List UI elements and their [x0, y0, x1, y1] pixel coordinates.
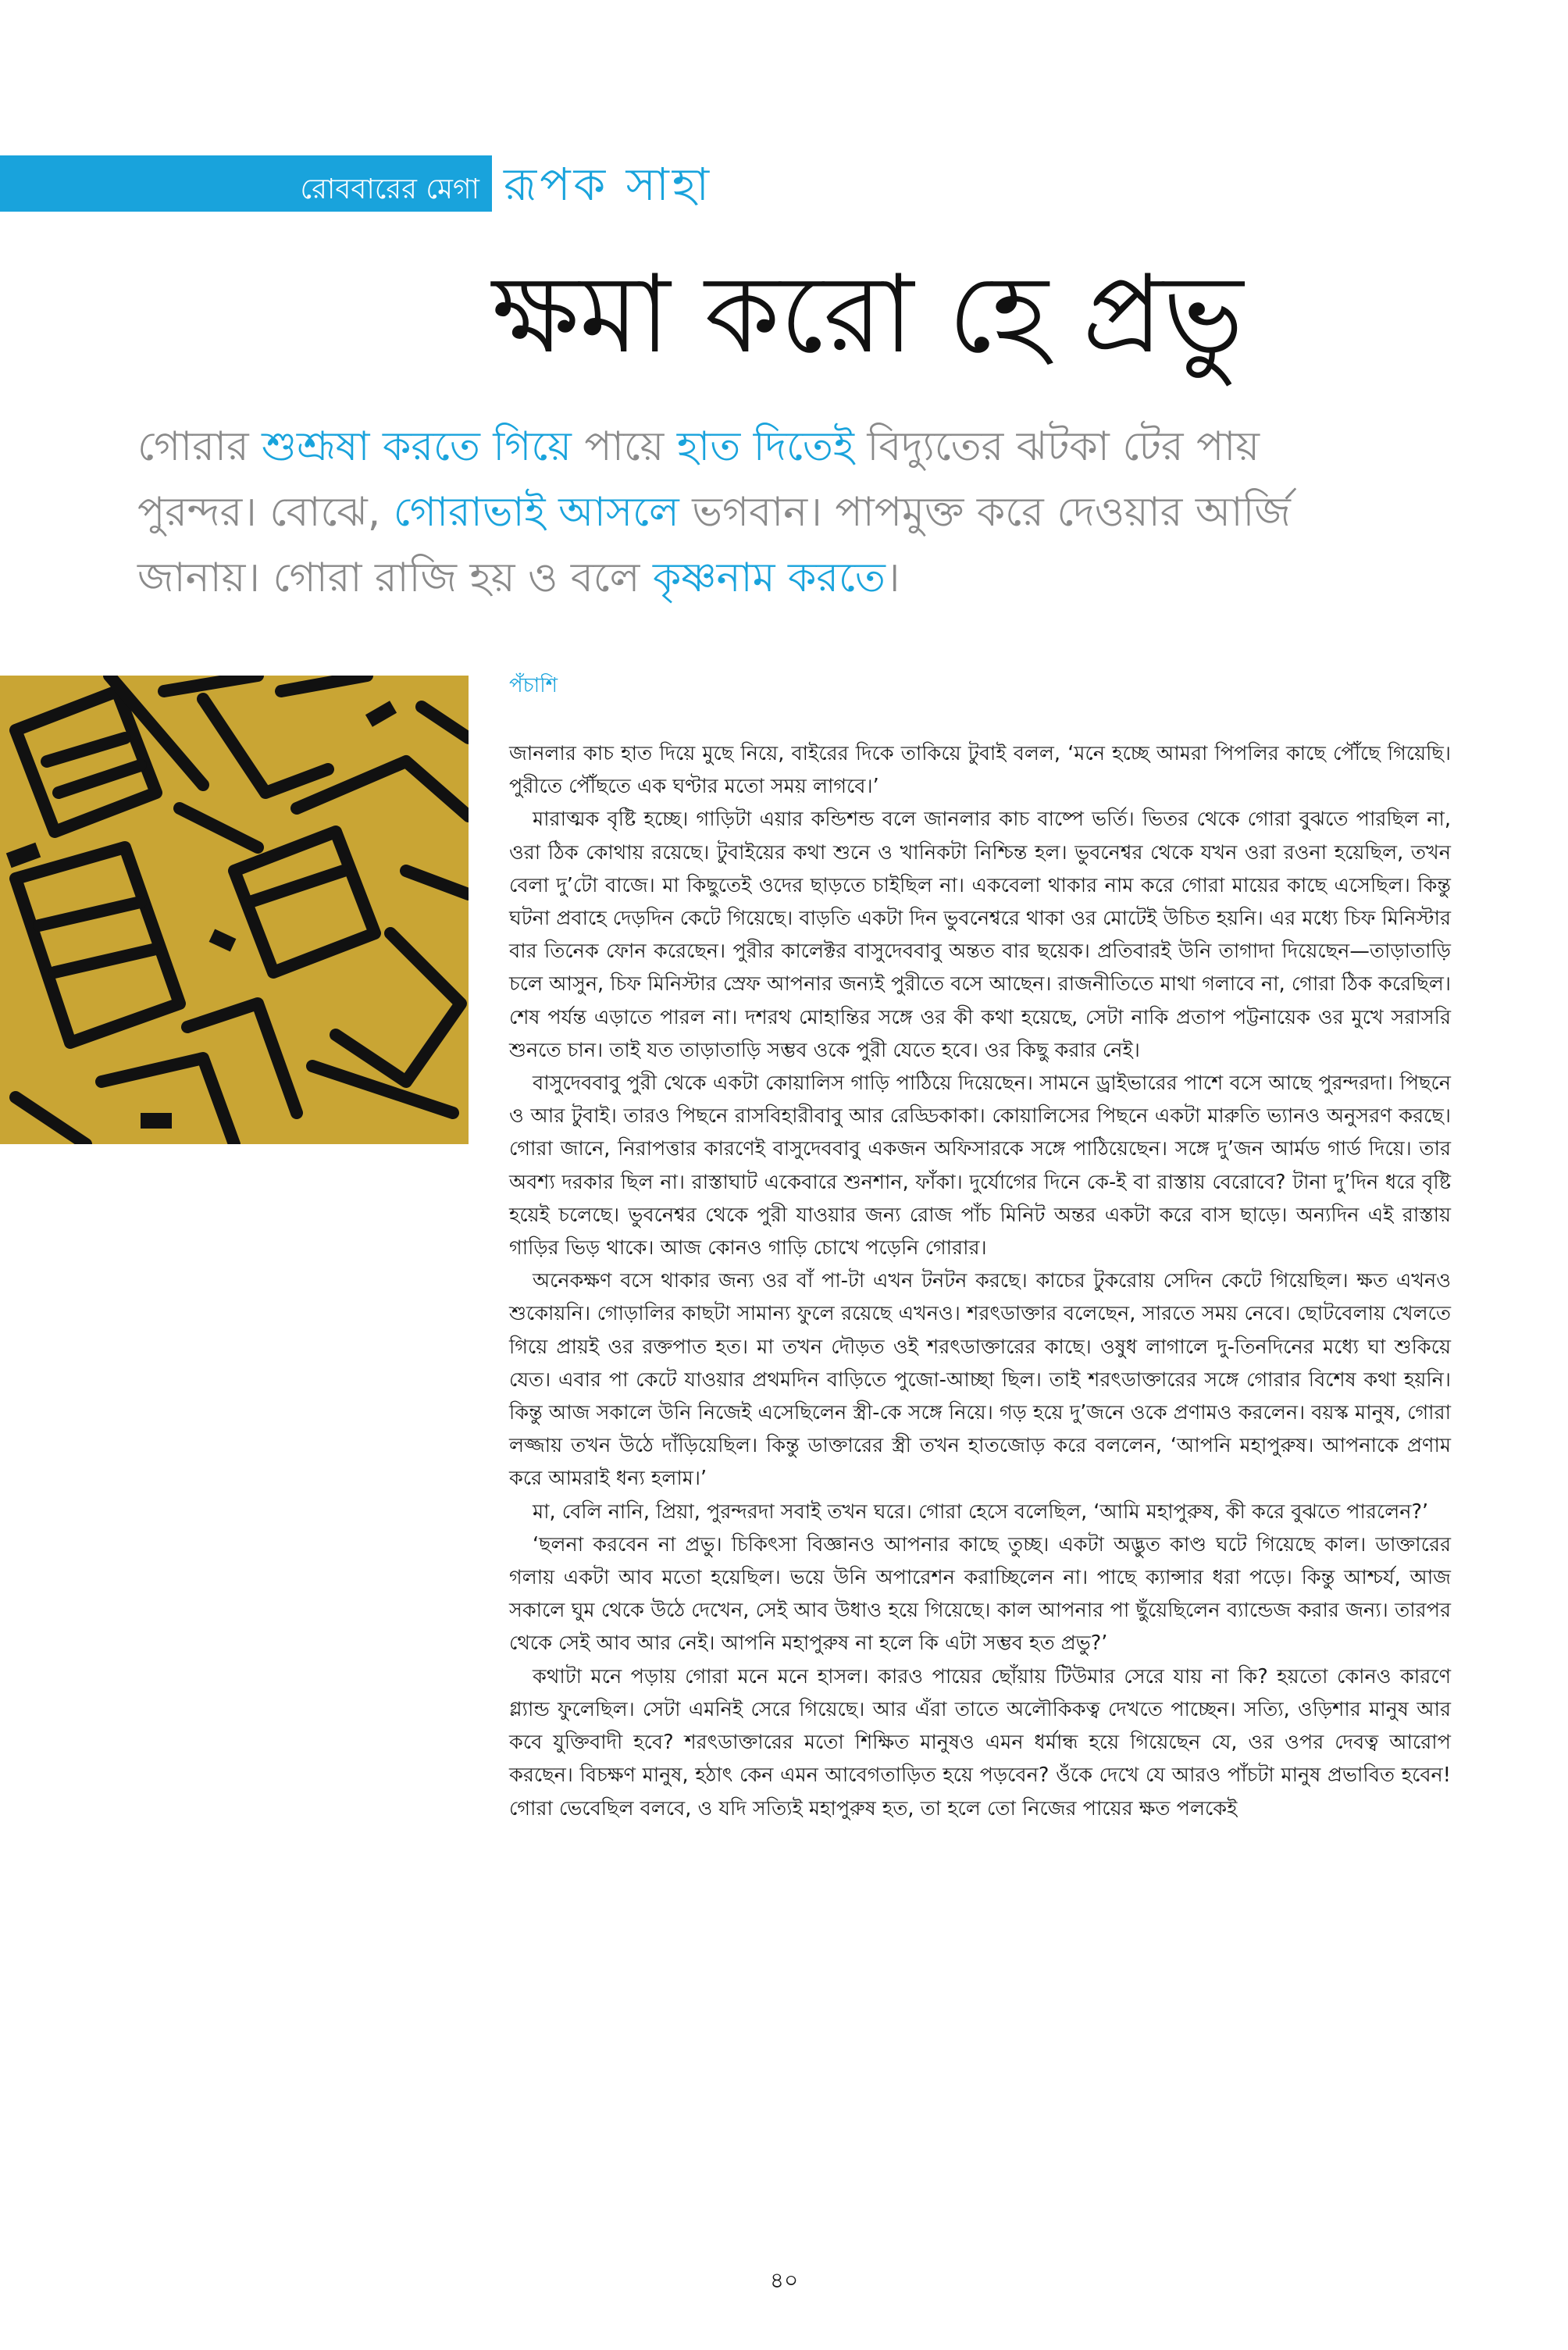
article-body — [509, 737, 1451, 1825]
body-paragraph: কথাটা মনে পড়ায় গোরা মনে মনে হাসল। কারও পায়ের ছোঁয়ায় টিউমার সেরে যায় না কি? হয়তো কোনও কারণে গ্ল্যান্ড ফুলেছিল। সেটা এমনিই সেরে গিয়েছে। আর এঁরা তাতে অলৌকিকত্ব দেখতে পাচ্ছেন। সত্যি, ওড়িশার মানুষ আর কবে যুক্তিবাদী হবে? শরৎডাক্তারের মতো শিক্ষিত মানুষও এমন ধর্মান্ধ হয়ে গিয়েছেন যে, ওর ওপর দেবত্ব আরোপ করছেন। বিচক্ষণ মানুষ, হঠাৎ কেন এমন আবেগতাড়িত হয়ে পড়বেন? ওঁকে দেখে যে আরও পাঁচটা মানুষ প্রভাবিত হবেন! গোরা ভেবেছিল বলবে, ও যদি সত্যিই মহাপুরুষ হত, তা হলে তো নিজের পায়ের ক্ষত পলকেই — [509, 1664, 1451, 1820]
abstract-art-icon — [0, 676, 469, 1144]
body-paragraph: মারাত্মক বৃষ্টি হচ্ছে। গাড়িটা এয়ার কন্ডিশন্ড বলে জানলার কাচ বাষ্পে ভর্তি। ভিতর থেকে গোরা বুঝতে পারছিল না, ওরা ঠিক কোথায় রয়েছে। টুবাইয়ের কথা শুনে ও খানিকটা নিশ্চিন্ত হল। ভুবনেশ্বর থেকে যখন ওরা রওনা হয়েছিল, তখন বেলা দু’টো বাজে। মা কিছুতেই ওদের ছাড়তে চাইছিল না। একবেলা থাকার নাম করে গোরা মায়ের কাছে এসেছিল। কিন্তু ঘটনা প্রবাহে দেড়দিন কেটে গিয়েছে। বাড়তি একটা দিন ভুবনেশ্বরে থাকা ওর মোটেই উচিত হয়নি। এর মধ্যে চিফ মিনিস্টার বার তিনেক ফোন করেছেন। পুরীর কালেক্টর বাসুদেববাবু অন্তত বার ছয়েক। প্রতিবারই উনি তাগাদা দিয়েছেন—তাড়াতাড়ি চলে আসুন, চিফ মিনিস্টার স্রেফ আপনার জন্যই পুরীতে বসে আছেন। রাজনীতিতে মাথা গলাবে না, গোরা ঠিক করেছিল। শেষ পর্যন্ত এড়াতে পারল না। দশরথ মোহান্তির সঙ্গে ওর কী কথা হয়েছে, সেটা নাকি প্রতাপ পট্টনায়েক ওর মুখে সরাসরি শুনতে চান। তাই যত তাড়াতাড়ি সম্ভব ওকে পুরী যেতে হবে। ওর কিছু করার নেই। — [509, 808, 1451, 1062]
episode-label: পঁচাশি — [509, 674, 558, 697]
body-paragraph: বাসুদেববাবু পুরী থেকে একটা কোয়ালিস গাড়ি পাঠিয়ে দিয়েছেন। সামনে ড্রাইভারের পাশে বসে আছে পুরন্দরদা। পিছনে ও আর টুবাই। তারও পিছনে রাসবিহারীবাবু আর রেড্ডিকাকা। কোয়ালিসের পিছনে একটা মারুতি ভ্যানও অনুসরণ করছে। গোরা জানে, নিরাপত্তার কারণেই বাসুদেববাবু একজন অফিসারকে সঙ্গে পাঠিয়েছেন। সঙ্গে দু’জন আর্মড গার্ড দিয়ে। তার অবশ্য দরকার ছিল না। রাস্তাঘাট একেবারে শুনশান, ফাঁকা। দুর্যোগের দিনে কে-ই বা রাস্তায় বেরোবে? টানা দু’দিন ধরে বৃষ্টি হয়েই চলেছে। ভুবনেশ্বর থেকে পুরী যাওয়ার জন্য রোজ পাঁচ মিনিট অন্তর একটা করে বাস ছাড়ে। অন্যদিন এই রাস্তায় গাড়ির ভিড় থাকে। আজ কোনও গাড়ি চোখে পড়েনি গোরার। — [509, 1072, 1451, 1261]
standfirst — [137, 414, 1387, 611]
body-paragraph: জানলার কাচ হাত দিয়ে মুছে নিয়ে, বাইরের দিকে তাকিয়ে টুবাই বলল, ‘মনে হচ্ছে আমরা পিপলির কাছে পৌঁছে গিয়েছি। পুরীতে পৌঁছতে এক ঘণ্টার মতো সময় লাগবে।’ — [509, 742, 1451, 799]
standfirst-highlight: শুশ্রূষা করতে গিয়ে — [262, 423, 572, 470]
series-band — [0, 155, 492, 212]
author-first-name: রূপক — [504, 158, 609, 211]
series-label: রোববারের মেগা — [300, 173, 479, 205]
author-last-name: সাহা — [625, 158, 713, 211]
body-paragraph: ‘ছলনা করবেন না প্রভু। চিকিৎসা বিজ্ঞানও আপনার কাছে তুচ্ছ। একটা অদ্ভুত কাণ্ড ঘটে গিয়েছে কাল। ডাক্তারের গলায় একটা আব মতো হয়েছিল। ভয়ে উনি অপারেশন করাচ্ছিলেন না। পাছে ক্যান্সার ধরা পড়ে। কিন্তু আশ্চর্য, আজ সকালে ঘুম থেকে উঠে দেখেন, সেই আব উধাও হয়ে গিয়েছে। কাল আপনার পা ছুঁয়েছিলেন ব্যান্ডেজ করার জন্য। তারপর থেকে সেই আব আর নেই। আপনি মহাপুরুষ না হলে কি এটা সম্ভব হত প্রভু?’ — [509, 1532, 1451, 1656]
standfirst-text: পায়ে — [571, 423, 677, 470]
article-title: ক্ষমা করো হে প্রভু — [492, 251, 1244, 377]
standfirst-text: । — [885, 555, 900, 601]
author-name — [504, 153, 712, 216]
page-number: ৪০ — [769, 2267, 799, 2293]
standfirst-text: বিদ্যুতের ঝটকা টের পায় পুরন্দর। বোঝে, — [137, 423, 1260, 536]
body-paragraph: মা, বেলি নানি, প্রিয়া, পুরন্দরদা সবাই তখন ঘরে। গোরা হেসে বলেছিল, ‘আমি মহাপুরুষ, কী করে বুঝতে পারলেন?’ — [533, 1500, 1429, 1524]
standfirst-highlight: কৃষ্ণনাম করতে — [652, 555, 886, 601]
body-paragraph: অনেকক্ষণ বসে থাকার জন্য ওর বাঁ পা-টা এখন টনটন করছে। কাচের টুকরোয় সেদিন কেটে গিয়েছিল। ক্ষত এখনও শুকোয়নি। গোড়ালির কাছটা সামান্য ফুলে রয়েছে এখনও। শরৎডাক্তার বলেছেন, সারতে সময় নেবে। ছোটবেলায় খেলতে গিয়ে প্রায়ই ওর রক্তপাত হত। মা তখন দৌড়ত ওই শরৎডাক্তারের কাছে। ওষুধ লাগালে দু-তিনদিনের মধ্যে ঘা শুকিয়ে যেত। এবার পা কেটে যাওয়ার প্রথমদিন বাড়িতে পুজো-আচ্ছা ছিল। তাই শরৎডাক্তারের সঙ্গে গোরার বিশেষ কথা হয়নি। কিন্তু আজ সকালে উনি নিজেই এসেছিলেন স্ত্রী-কে সঙ্গে নিয়ে। গড় হয়ে দু’জনে ওকে প্রণামও করলেন। বয়স্ক মানুষ, গোরা লজ্জায় তখন উঠে দাঁড়িয়েছিল। কিন্তু ডাক্তারের স্ত্রী তখন হাতজোড় করে বললেন, ‘আপনি মহাপুরুষ। আপনাকে প্রণাম করে আমরাই ধন্য হলাম।’ — [509, 1269, 1451, 1491]
standfirst-text: ভগবান। পাপমুক্ত করে দেওয়ার আর্জি জানায়। গোরা রাজি হয় ও বলে — [137, 489, 1291, 601]
standfirst-highlight: হাত দিতেই — [676, 423, 854, 470]
standfirst-text: গোরার — [137, 423, 262, 470]
standfirst-highlight: গোরাভাই আসলে — [393, 489, 679, 536]
